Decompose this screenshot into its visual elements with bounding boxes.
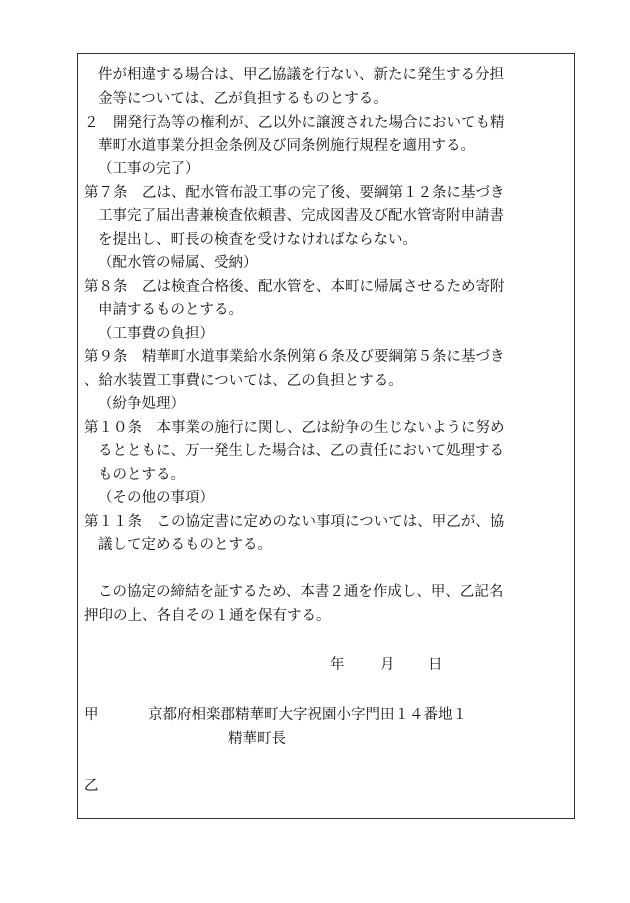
section-heading: （工事の完了）	[98, 161, 200, 177]
section-heading: （工事費の負担）	[98, 326, 214, 342]
text-line: ものとする。	[98, 467, 185, 483]
text-line: 華町水道事業分担金条例及び同条例施行規程を適用する。	[98, 138, 475, 154]
date-day-label: 日	[428, 657, 443, 673]
text-line: ２ 開発行為等の権利が、乙以外に譲渡された場合においても精	[84, 115, 505, 131]
section-heading: （その他の事項）	[98, 490, 214, 506]
text-line: るとともに、万一発生した場合は、乙の責任において処理する	[98, 443, 504, 459]
party-a-address: 京都府相楽郡精華町大字祝園小字門田１４番地１	[148, 707, 467, 723]
text-line: 件が相違する場合は、甲乙協議を行ない、新たに発生する分担	[98, 67, 504, 83]
text-line: 工事完了届出書兼検査依頼書、完成図書及び配水管寄附申請書	[98, 208, 504, 224]
date-month-label: 月	[380, 657, 395, 673]
section-heading: （配水管の帰属、受納）	[98, 255, 258, 271]
section-heading: （紛争処理）	[98, 396, 185, 412]
text-line: 第１０条 本事業の施行に関し、乙は紛争の生じないように努め	[84, 420, 505, 436]
text-line: 申請するものとする。	[98, 302, 243, 318]
party-a-label: 甲	[84, 707, 99, 723]
text-line: 第１１条 この協定書に定めのない事項については、甲乙が、協	[84, 514, 505, 530]
text-line: 第９条 精華町水道事業給水条例第６条及び要綱第５条に基づき	[84, 349, 505, 365]
party-b-label: 乙	[84, 778, 99, 794]
party-a-title: 精華町長	[228, 731, 286, 747]
text-line: 第８条 乙は検査合格後、配水管を、本町に帰属させるため寄附	[84, 279, 505, 295]
text-line: 議して定めるものとする。	[98, 537, 272, 553]
text-line: を提出し、町長の検査を受けなければならない。	[98, 232, 417, 248]
text-line: 金等については、乙が負担するものとする。	[98, 91, 388, 107]
date-year-label: 年	[330, 657, 345, 673]
text-line: 押印の上、各自その１通を保有する。	[84, 608, 331, 624]
text-line: この協定の締結を証するため、本書２通を作成し、甲、乙記名	[98, 584, 504, 600]
text-line: 、給水装置工事費については、乙の負担とする。	[84, 373, 403, 389]
text-line: 第７条 乙は、配水管布設工事の完了後、要綱第１２条に基づき	[84, 185, 505, 201]
